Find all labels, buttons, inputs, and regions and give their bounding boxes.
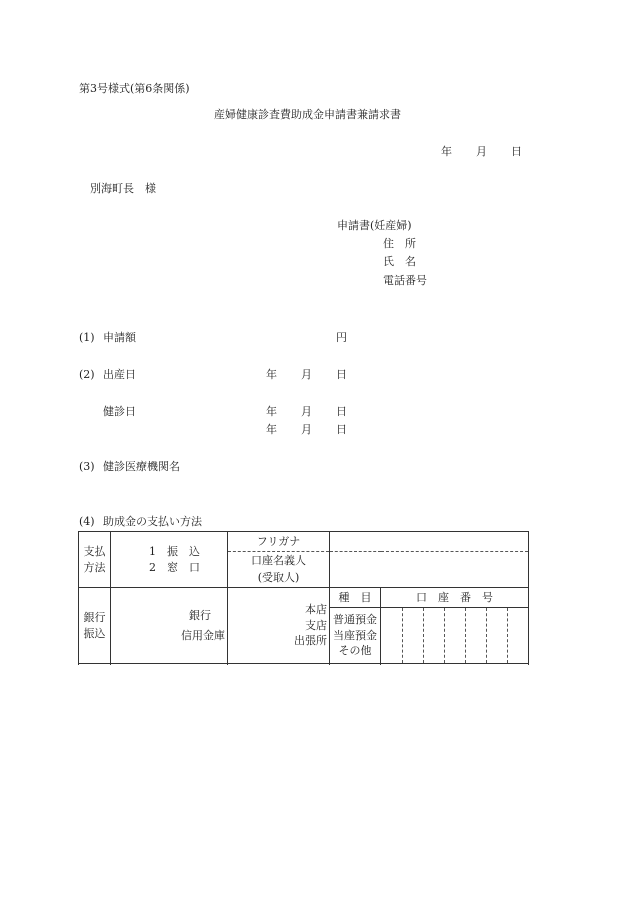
document-title: 産婦健康診査費助成金申請書兼請求書 [214,108,401,121]
head-office-label: 本店 [305,602,327,616]
date-month-label: 月 [476,145,487,158]
addressee: 別海町長 様 [90,182,156,195]
bank-label: 銀行 [189,608,211,622]
account-holder-label-2: (受取人) [228,570,330,588]
checkup2-year-label: 年 [266,423,277,436]
digit-box-2[interactable] [402,608,423,663]
birth-year-label: 年 [266,368,277,381]
checkup1-month-label: 月 [301,405,312,418]
form-number: 第3号様式(第6条関係) [79,82,190,95]
section-1-number: (1) [79,331,95,344]
type-ordinary[interactable]: 普通預金 [333,612,377,626]
birth-month-label: 月 [301,368,312,381]
bank-transfer-label-2: 振込 [83,626,106,640]
digit-box-1[interactable] [381,608,402,663]
payment-options-cell[interactable] [111,532,228,588]
digit-box-4[interactable] [444,608,465,663]
digit-box-6[interactable] [486,608,507,663]
digit-box-7[interactable] [507,608,528,663]
bank-transfer-header [79,588,111,664]
section-3-label: 健診医療機関名 [103,460,180,473]
applicant-address-label: 住 所 [383,237,416,250]
account-type-header: 種 目 [330,588,381,608]
account-type-cell[interactable] [330,608,381,664]
date-year-label: 年 [441,145,452,158]
bank-name-cell[interactable] [111,588,228,664]
checkup-date-label: 健診日 [103,405,136,418]
checkup1-day-label: 日 [336,405,347,418]
account-number-boxes [381,608,528,663]
section-4-number: (4) [79,515,95,528]
applicant-phone-label: 電話番号 [383,274,427,287]
checkup1-year-label: 年 [266,405,277,418]
furigana-label: フリガナ [228,532,330,552]
branch-cell[interactable] [228,588,330,664]
account-holder-field[interactable] [330,552,529,588]
sub-branch-label: 出張所 [294,634,327,648]
section-4-label: 助成金の支払い方法 [103,515,202,528]
checkup2-month-label: 月 [301,423,312,436]
section-3-number: (3) [79,460,95,473]
payment-method-table [78,531,529,664]
applicant-name-label: 氏 名 [383,255,416,268]
digit-box-3[interactable] [423,608,444,663]
account-holder-label-1: 口座名義人 [228,552,330,570]
credit-union-label: 信用金庫 [181,628,225,642]
payment-method-header [79,532,111,588]
payment-method-label-2: 方法 [83,560,106,574]
type-current[interactable]: 当座預金 [333,628,377,642]
applicant-heading: 申請書(妊産婦) [337,219,412,232]
type-other[interactable]: その他 [338,644,372,658]
digit-box-5[interactable] [465,608,486,663]
birth-day-label: 日 [336,368,347,381]
furigana-field[interactable] [330,532,529,552]
section-2-label: 出産日 [103,368,136,381]
option-counter[interactable]: 2 窓 口 [149,560,200,574]
section-2-number: (2) [79,368,95,381]
account-number-cell[interactable] [381,608,529,664]
branch-label: 支店 [305,618,327,632]
payment-method-label-1: 支払 [83,544,106,558]
bank-transfer-label-1: 銀行 [83,610,106,624]
amount-unit: 円 [336,331,347,344]
date-day-label: 日 [511,145,522,158]
checkup2-day-label: 日 [336,423,347,436]
account-number-header: 口 座 番 号 [381,588,529,608]
section-1-label: 申請額 [103,331,136,344]
option-transfer[interactable]: 1 振 込 [149,544,200,558]
